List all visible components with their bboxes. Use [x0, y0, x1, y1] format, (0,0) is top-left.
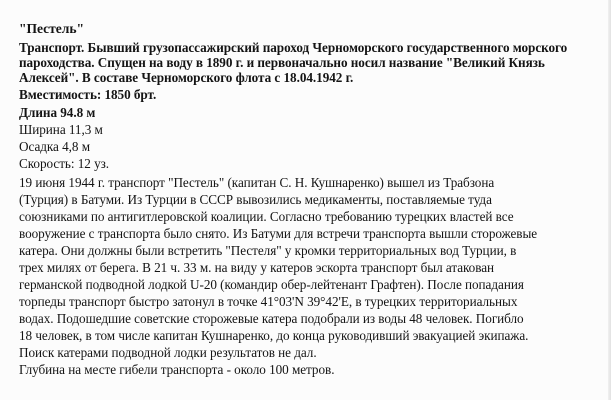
body-line-2: (Турция) в Батуми. Из Турции в СССР вывозились медикаменты, поставляемые туда: [19, 192, 492, 207]
length-line: Длина 94.8 м: [19, 105, 96, 120]
body-line-4: вооружение с транспорта было снято. Из Батуми для встречи транспорта вышли сторожевые: [19, 226, 538, 241]
body-line-7: германской подводной лодкой U-20 (командир обер-лейтенант Графтен). После попадания: [19, 277, 524, 292]
tonnage-line: Вместимость: 1850 брт.: [19, 87, 157, 102]
body-line-6: трех милях от берега. В 21 ч. 33 м. на виду у катеров эскорта транспорт был атакован: [19, 260, 495, 275]
speed-line: Скорость: 12 уз.: [19, 156, 110, 171]
intro-line-2: пароходства. Спущен на воду в 1890 г. и первоначально носил название "Великий Князь: [19, 55, 545, 70]
body-line-3: союзниками по антигитлеровской коалиции. Согласно требованию турецких властей все: [19, 209, 514, 224]
intro-line-1: Транспорт. Бывший грузопассажирский пароход Черноморского государственного морского: [19, 40, 568, 55]
document-title: "Пестель": [19, 21, 84, 36]
body-line-1: 19 июня 1944 г. транспорт "Пестель" (капитан С. Н. Кушнаренко) вышел из Трабзона: [19, 175, 495, 190]
intro-line-3: Алексей". В составе Черноморского флота с 18.04.1942 г.: [19, 70, 354, 85]
body-line-11: Поиск катерами подводной лодки результатов не дал.: [19, 345, 317, 360]
beam-line: Ширина 11,3 м: [19, 122, 103, 137]
body-line-9: водах. Подошедшие советские сторожевые катера подобрали из воды 48 человек. Погибло: [19, 311, 524, 326]
body-line-8: торпеды транспорт быстро затонул в точке 41°03'N 39°42'E, в турецких территориальных: [19, 294, 518, 309]
depth-line: Глубина на месте гибели транспорта - около 100 метров.: [19, 362, 335, 377]
body-line-5: катера. Они должны были встретить "Пестеля" у кромки территориальных вод Турции, в: [19, 243, 517, 258]
body-line-10: 18 человек, в том числе капитан Кушнаренко, до конца руководивший эвакуацией экипажа.: [19, 328, 529, 343]
draft-line: Осадка 4,8 м: [19, 139, 90, 154]
